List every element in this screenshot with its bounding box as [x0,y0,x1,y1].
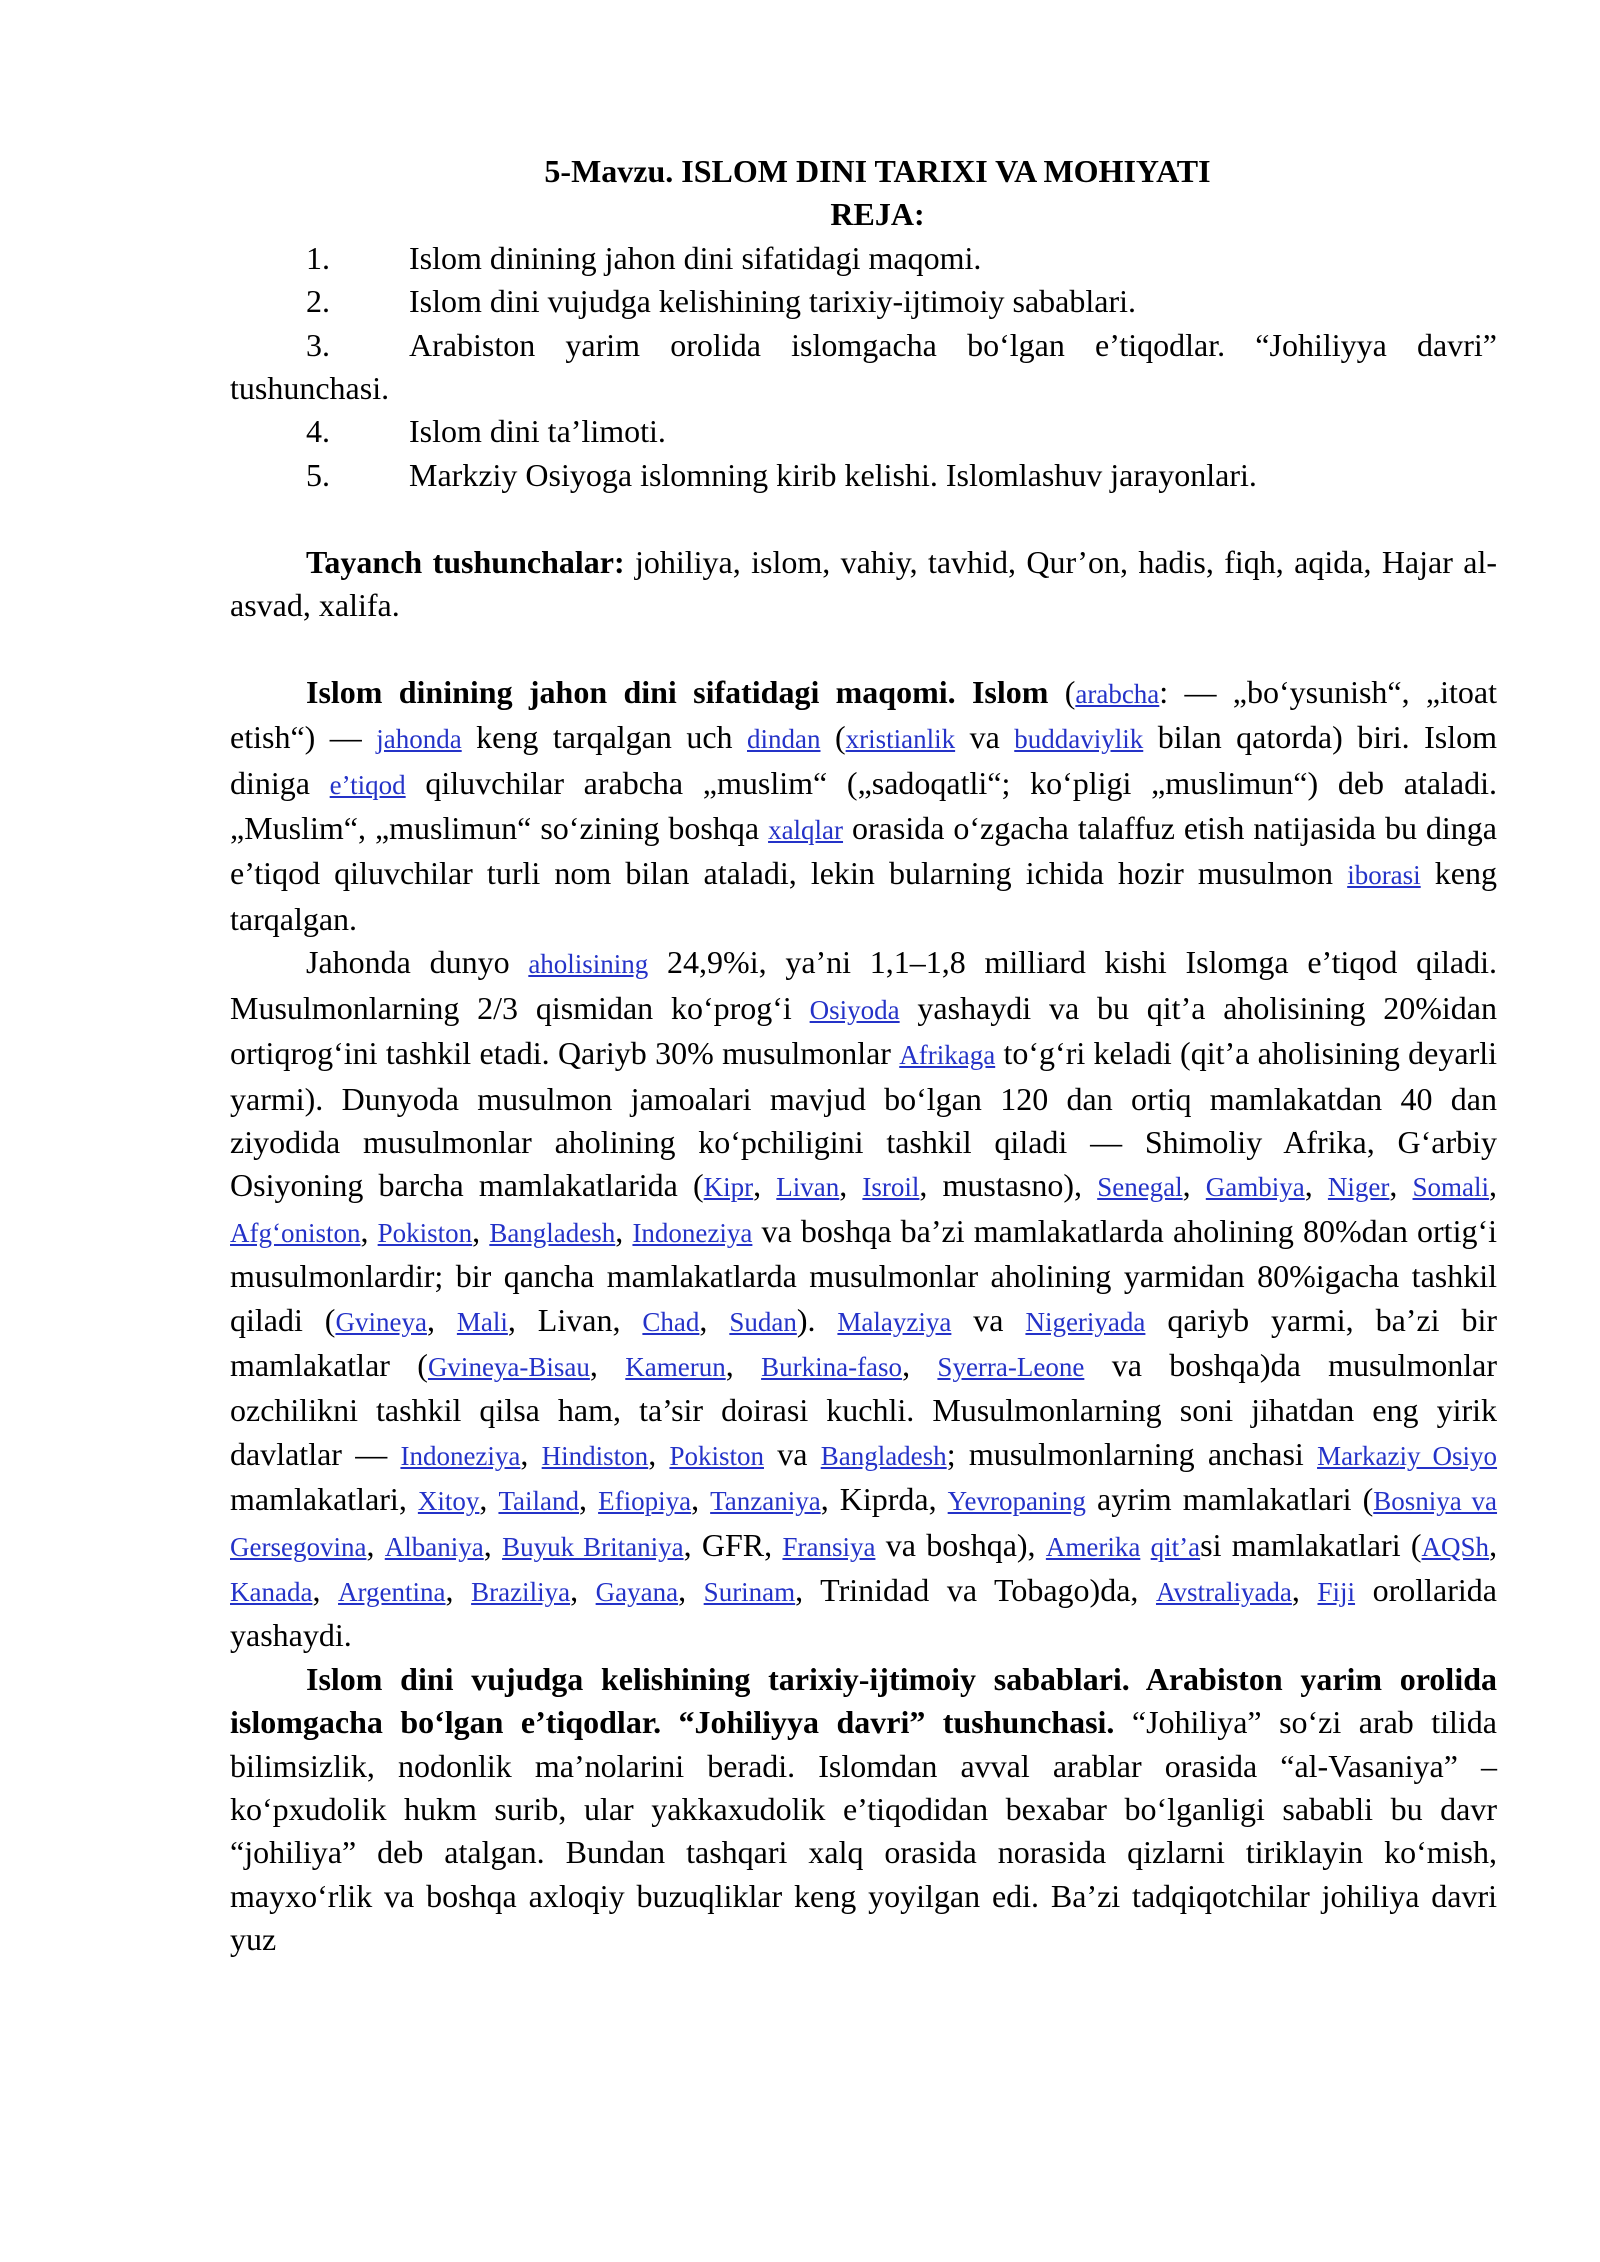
link-amerika[interactable]: Amerika [1045,1531,1141,1562]
link-malayziya[interactable]: Malayziya [837,1306,952,1337]
link-kamerun[interactable]: Kamerun [625,1351,726,1382]
text: , [472,1212,490,1249]
plan-item [230,410,1497,453]
link-dindan[interactable]: dindan [747,724,821,755]
text: si mamlakatlari ( [1200,1526,1422,1563]
link-fransiya[interactable]: Fransiya [782,1531,876,1562]
text: , [648,1435,670,1472]
link-qita[interactable]: qit’a [1150,1531,1201,1562]
key-concepts-label: Tayanch tushunchalar: [306,543,625,580]
text: , [579,1481,599,1518]
link-burkina-faso[interactable]: Burkina-faso [761,1351,903,1382]
spacer [230,627,1497,670]
link-senegal[interactable]: Senegal [1097,1172,1183,1203]
link-mali[interactable]: Mali [456,1306,508,1337]
text: , [483,1526,503,1563]
text [1140,1527,1150,1563]
link-sudan[interactable]: Sudan [729,1306,797,1337]
text: va [763,1435,821,1472]
plan-item [230,237,1497,280]
link-yevropaning[interactable]: Yevropaning [947,1486,1086,1517]
text: , mustasno), [919,1167,1098,1204]
link-livan[interactable]: Livan [776,1172,840,1203]
text: , [520,1435,542,1472]
text: , [360,1212,378,1249]
link-aholisining[interactable]: aholisining [528,949,649,980]
link-jahonda[interactable]: jahonda [376,724,462,755]
text: , [839,1167,863,1204]
page-title: 5-Mavzu. ISLOM DINI TARIXI VA MOHIYATI [544,153,1211,189]
text: , [1389,1167,1413,1204]
link-gvineya-bisau[interactable]: Gvineya-Bisau [427,1351,590,1382]
text: ( [1048,673,1076,710]
text: , [1182,1167,1206,1204]
link-afgoniston[interactable]: Afg‘oniston [230,1217,361,1248]
text: , [1489,1167,1498,1204]
text: , [570,1571,596,1608]
paragraph-status [230,671,1497,941]
text: va [951,1301,1026,1338]
text: mamlakatlari, [230,1481,418,1518]
text: yashaydi va bu qit’a aholisining 20%idan ortiqrog‘ini tashkil etadi. Qariyb 30% musulmonlar [230,989,1498,1072]
link-tanzaniya[interactable]: Tanzaniya [710,1486,821,1517]
text: va boshqa), [875,1526,1046,1563]
text: , [426,1301,457,1338]
plan-heading: REJA: [830,196,925,233]
plan-item-number: 2. [306,283,330,320]
link-xalqlar[interactable]: xalqlar [768,815,844,846]
text: , [1489,1526,1498,1563]
link-avstraliyada[interactable]: Avstraliyada [1155,1576,1292,1607]
link-osiyoda[interactable]: Osiyoda [809,994,900,1025]
link-xitoy[interactable]: Xitoy [417,1486,480,1517]
link-gayana[interactable]: Gayana [595,1576,679,1607]
link-bangladesh[interactable]: Bangladesh [489,1217,616,1248]
link-indoneziya[interactable]: Indoneziya [632,1217,753,1248]
plan-item [230,280,1497,323]
link-efiopiya[interactable]: Efiopiya [598,1486,692,1517]
link-indoneziya-2[interactable]: Indoneziya [400,1440,521,1471]
text: , [1291,1571,1318,1608]
link-arabcha[interactable]: arabcha [1075,678,1160,709]
text: , [678,1571,704,1608]
link-buddaviylik[interactable]: buddaviylik [1014,724,1144,755]
link-nigeriyada[interactable]: Nigeriyada [1025,1306,1146,1337]
text: va boshqa)da musulmonlar ozchilikni tashkil qilsa ham, ta’sir doirasi kuchli. Musulmonlarning soni jihatdan eng yirik davlatlar — [230,1346,1498,1472]
text: orollarida yashaydi. [230,1571,1497,1654]
text: to‘g‘ri keladi (qit’a aholisining deyarli yarmi). Dunyoda musulmon jamoalari mavjud bo‘lgan 120 dan ortiq mamlakatdan 40 dan ziyodida musulmonlar aholining ko‘pchiligini tashkil qiladi — Shimoliy Afrika, G‘arbiy Osiyoning barcha mamlakatlarida ( [230,1035,1498,1204]
link-tailand[interactable]: Tailand [498,1486,580,1517]
link-etiqod[interactable]: e’tiqod [329,769,406,800]
text: , [753,1167,777,1204]
text: : — „bo‘ysunish“, „itoat etish“) — [230,673,1498,756]
text: , [589,1346,626,1383]
text: va boshqa ba’zi mamlakatlarda aholining 80%dan ortig‘i musulmonlardir; bir qancha mamlakatlarda musulmonlar aholining yarmidan 80%igacha tashkil qiladi ( [230,1212,1498,1338]
link-albaniya[interactable]: Albaniya [384,1531,484,1562]
link-kanada[interactable]: Kanada [230,1576,313,1607]
text: ( [820,719,846,756]
text: , [312,1571,339,1608]
text: , [725,1346,762,1383]
link-iborasi[interactable]: iborasi [1347,860,1421,891]
text: ayrim mamlakatlari ( [1085,1481,1374,1518]
link-isroil[interactable]: Isroil [862,1172,920,1203]
text: , Trinidad va Tobago)da, [795,1571,1156,1608]
link-syerra-leone[interactable]: Syerra-Leone [937,1351,1085,1382]
text: , GFR, [683,1526,783,1563]
text: qariyb yarmi, ba’zi bir mamlakatlar ( [230,1301,1498,1383]
link-somali[interactable]: Somali [1412,1172,1490,1203]
text: , [366,1526,385,1563]
link-chad[interactable]: Chad [642,1306,700,1337]
text: qiluvchilar arabcha „muslim“ („sadoqatli“; ko‘pligi „muslimun“) deb ataladi. „Muslim“, „muslimun“ so‘zining boshqa [230,764,1498,847]
text: va [955,719,1015,756]
section-heading: Islom dinining jahon dini sifatidagi maqomi. Islom [306,673,1049,710]
link-argentina[interactable]: Argentina [338,1576,446,1607]
plan-item-number: 3. [306,326,330,363]
plan-item-number: 5. [306,456,330,493]
link-pokiston-2[interactable]: Pokiston [669,1440,764,1471]
text: , Livan, [507,1301,643,1338]
link-hindiston[interactable]: Hindiston [541,1440,649,1471]
link-aqsh[interactable]: AQSh [1421,1531,1490,1562]
plan-item-text: Islom dini ta’limoti. [409,413,666,450]
link-buyuk-britaniya[interactable]: Buyuk Britaniya [502,1531,684,1562]
link-surinam[interactable]: Surinam [703,1576,796,1607]
plan-item [230,324,1497,411]
plan-item-text: Arabiston yarim orolida islomgacha bo‘lgan e’tiqodlar. “Johiliyya davri” tushunchasi. [230,326,1497,407]
link-kipr[interactable]: Kipr [703,1172,754,1203]
spacer [230,497,1497,540]
plan-item [230,454,1497,497]
link-gambiya[interactable]: Gambiya [1205,1172,1305,1203]
text: , [479,1481,499,1518]
text: , [445,1571,472,1608]
paragraph-demographics [230,941,1497,1658]
section-heading: Islom dini vujudga kelishining tarixiy-ijtimoiy sabablari. Arabiston yarim orolida islomgacha bo‘lgan e’tiqodlar. “Johiliyya davri” tushunchasi. [230,1660,1497,1741]
link-bangladesh-2[interactable]: Bangladesh [820,1440,947,1471]
text: , [691,1481,711,1518]
link-niger[interactable]: Niger [1327,1172,1390,1203]
link-braziliya[interactable]: Braziliya [471,1576,571,1607]
plan-item-number: 4. [306,413,330,450]
plan-list [230,237,1497,497]
text: “Johiliya” so‘zi arab tilida bilimsizlik, nodonlik ma’nolarini beradi. Islomdan avval arablar orasida “al-Vasaniya” – ko‘pxudolik hukm surib, ular yakkaxudolik e’tiqodidan bexabar bo‘lganligi sababli bu davr “johiliya” deb atalgan. Bundan tashqari xalq orasida norasida qizlarni tiriklayin ko‘mish, mayxo‘rlik va boshqa axloqiy buzuqliklar keng yoyilgan edi. Ba’zi tadqiqotchilar johiliya davri yuz [230,1704,1498,1958]
text: , [1304,1167,1328,1204]
text: orasida o‘zgacha talaffuz etish natijasida bu dinga e’tiqod qiluvchilar turli nom bilan ataladi, lekin bularning ichida hozir musulmon [230,810,1498,892]
link-pokiston[interactable]: Pokiston [377,1217,473,1248]
text: Jahonda dunyo [306,944,529,981]
link-markaziy-osiyo[interactable]: Markaziy Osiyo [1317,1440,1498,1471]
text: , [902,1346,938,1383]
text: , Kiprda, [820,1481,948,1518]
text: keng tarqalgan uch [461,719,747,756]
plan-item-text: Islom dini vujudga kelishining tarixiy-ijtimoiy sabablari. [409,283,1137,320]
text: 24,9%i, ya’ni 1,1–1,8 milliard kishi Islomga e’tiqod qiladi. Musulmonlarning 2/3 qismidan ko‘prog‘i [230,944,1497,1026]
link-afrikaga[interactable]: Afrikaga [899,1040,996,1071]
key-concepts-text: johiliya, islom, vahiy, tavhid, Qur’on, hadis, fiqh, aqida, Hajar al-asvad, xalifa. [230,543,1498,624]
text: keng tarqalgan. [230,855,1498,937]
link-xristianlik[interactable]: xristianlik [845,724,956,755]
key-concepts-paragraph [230,541,1497,628]
text: ). [796,1301,838,1338]
text: , [615,1212,633,1249]
link-gvineya[interactable]: Gvineya [335,1306,427,1337]
plan-item-number: 1. [306,239,330,276]
text: ; musulmonlarning anchasi [946,1435,1318,1472]
paragraph-history [230,1658,1497,1962]
link-bosniya-va-gersegovina[interactable]: Bosniya va Gersegovina [230,1486,1498,1562]
text: bilan qatorda) biri. Islom diniga [230,719,1498,801]
plan-item-text: Islom dinining jahon dini sifatidagi maqomi. [409,239,982,276]
text: , [699,1301,730,1338]
link-fiji[interactable]: Fiji [1317,1576,1356,1607]
plan-item-text: Markziy Osiyoga islomning kirib kelishi. Islomlashuv jarayonlari. [409,456,1257,493]
